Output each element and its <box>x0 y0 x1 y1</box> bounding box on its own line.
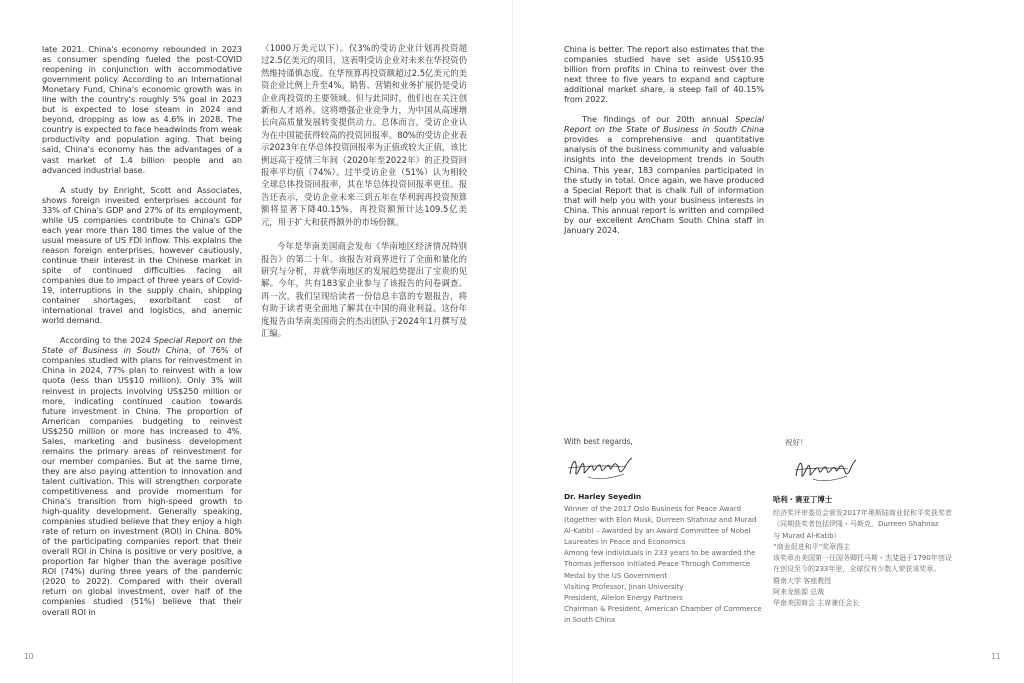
paragraph-economy: late 2021. China's economy rebounded in 2023 as consumer spending fueled the post-COVID reopening in conjunction with accommodative government policy. According to an International Monetary Fund, China's economic growth was in line with the country's roughly 5% goal in 2023 but is expected to lose steam in 2024 and beyond, dropping as low as 4.6% in 2028. The country is expected to face headwinds from weak productivity and population aging. That being said, China's economy has the advantages of a vast market of 1.4 billion people and an advanced industrial base. <box>42 44 242 175</box>
signer-name-en: Dr. Harley Seyedin <box>564 492 642 501</box>
signature-image <box>566 452 774 488</box>
title-line: Visiting Professor, Jinan University <box>564 582 684 591</box>
title-line: Medal by the US Government <box>564 571 668 580</box>
signer-titles-en <box>564 504 774 626</box>
left-english-column <box>42 44 242 617</box>
title-line: (together with Elon Musk, Durreen Shahnaz and Murad <box>564 516 757 525</box>
title-line: 在创设至今的233年里，全球仅有少数人荣获该奖章。 <box>773 565 941 574</box>
text-run: , of 76% of companies studied with plans for reinvestment in China in 2024, 77% plan to reinvest with a low quota (less than US$10 million). Only 3% will reinvest in projects involving US$250 million or more, indicating continued caution towards future investment in China. The proportion of American companies budgeting to reinvest US$250 million or more has increased to 4%. Sales, marketing and business development remains the primary areas of reinvestment for our member companies. But at the same time, they are also paying attention to innovation and talent cultivation. This will strengthen corporate competitiveness and provide momentum for China's transition from high-speed growth to high-quality development. Generally speaking, companies studied believe that they enjoy a high rate of return on investment (ROI) in China. 80% of the participating companies report that their overall ROI in China is positive or very positive, a proportion far higher than the average positive ROI (74%) during three years of the pandemic (2020 to 2022). Compared with their overall return on global investment, over half of the companies studied (51%) believe that their overall ROI in <box>42 345 242 617</box>
right-english-column <box>564 44 764 235</box>
title-line: （同期获奖者包括伊隆・马斯克，Durreen Shahnaz <box>773 520 939 529</box>
left-chinese-column <box>261 42 467 339</box>
signature-image <box>793 454 988 490</box>
title-line: President, Allelon Energy Partners <box>564 593 683 602</box>
title-line: Winner of the 2017 Oslo Business for Peace Award <box>564 505 741 513</box>
greeting-en: With best regards, <box>564 437 633 446</box>
title-line: 阿来龙能源 总裁 <box>773 588 825 597</box>
title-line: Al-Katib) – Awarded by an Award Committee of Nobel <box>564 527 751 536</box>
report-title-italic: Special Report on the State of Business in South China <box>42 335 242 356</box>
signoff-chinese <box>773 437 988 610</box>
paragraph-enright-study: A study by Enright, Scott and Associates, shows foreign invested enterprises account for 33% of China's GDP and 27% of its employment, while US companies contribute to China's GDP each year more than 180 times the value of the usual measure of US FDI inflow. This explains the reason foreign enterprises, however cautiously, continue their interest in the Chinese market in spite of continued difficulties facing all companies due to impact of three years of Covid-19, interruptions in the supply chain, shipping container shortages, exorbitant cost of international travel and logistics, and anemic world demand. <box>42 184 242 326</box>
title-line: Thomas Jefferson initiated Peace Through Commerce <box>564 560 751 569</box>
title-line: “商业促进和平”奖章得主 <box>773 542 851 551</box>
right-page <box>512 0 1024 683</box>
signer-titles-zh <box>773 508 988 610</box>
title-line: 该奖章由美国第一任国务卿托马斯・杰斐逊于1790年创设 <box>773 554 952 563</box>
text-run: According to the 2024 <box>60 335 154 346</box>
title-line: Chairman & President, American Chamber of Commerce <box>564 604 762 613</box>
title-line: 华南美国商会 主席兼任会长 <box>773 599 860 608</box>
paragraph-reinvest-estimate: China is better. The report also estimates that the companies studied have set aside US$10.95 billion from profits in China to reinvest over the next three to five years to expand and capture additional market share, a steep fall of 40.15% from 2022. <box>564 44 764 105</box>
paragraph-20th-report <box>564 114 764 235</box>
paragraph-special-report <box>42 335 242 616</box>
signoff-english <box>564 437 774 626</box>
page-number-right: 11 <box>991 652 1001 661</box>
title-line: 与 Murad Al-Katib） <box>773 531 841 540</box>
title-line: 经济奖评审委员会颁发2017年奥斯陆商业促和平奖获奖者 <box>773 509 952 517</box>
greeting-zh: 祝好！ <box>785 438 808 447</box>
paragraph-zh-reinvestment: （1000万美元以下）。仅3%的受访企业计划再投资超过2.5亿美元的项目，这表明受访企业对未来在华投资仍然维持谨慎态度。在华预算再投资额超过2.5亿美元的美资企业比例上升至4%。销售、营销和业务扩展仍是受访企业再投资的主要领域。但与此同时，他们也在关注创新和人才培养。这将增强企业竞争力，为中国从高速增长向高质量发展转变提供动力。总体而言，受访企业认为在中国能获得较高的投资回报率。80%的受访企业表示2023年在华总体投资回报率为正值或较大正值，该比例远高于疫情三年间（2020年至2022年）的正投资回报率平均值（74%）。过半受访企业（51%）认为相较全球总体投资回报率，其在华总体投资回报率更佳。报告还表示，受访企业未来三到五年在华利润再投资预算额将显著下降40.15%，再投资额预计达109.5亿美元，用于扩大和获得额外的市场份额。 <box>261 43 467 227</box>
title-line: in South China <box>564 615 616 624</box>
page-number-left: 10 <box>24 652 34 661</box>
title-line: Laureates in Peace and Economics <box>564 538 686 547</box>
report-title-italic: Special Report on the State of Business in South China <box>564 114 764 135</box>
title-line: 暨南大学 客座教授 <box>773 576 832 585</box>
title-line: Among few individuals in 233 years to be awarded the <box>564 549 756 558</box>
signer-name-zh: 哈利・赛亚丁博士 <box>773 495 833 504</box>
paragraph-zh-report: 今年是华南美国商会发布《华南地区经济情况特别报告》的第二十年。该报告对商界进行了全面和量化的研究与分析，并就华南地区的发展趋势提出了宝贵的见解。今年，共有183家企业参与了该报告的问卷调查。再一次，我们呈现给读者一份信息丰富的专题报告，将有助于读者更全面地了解其在中国的商业利益。这份年度报告由华南美国商会的杰出团队于2024年1月撰写及汇编。 <box>261 241 467 338</box>
text-run: provides a comprehensive and quantitative analysis of the business community and valuable insights into the development trends in South China. This year, 183 companies participated in the study in total. Once again, we have produced a Special Report that is chalk full of information that will help you with your business interests in China. This annual report is written and compiled by our excellent AmCham South China staff in January 2024. <box>564 134 764 235</box>
text-run: The findings of our 20th annual <box>582 114 736 125</box>
